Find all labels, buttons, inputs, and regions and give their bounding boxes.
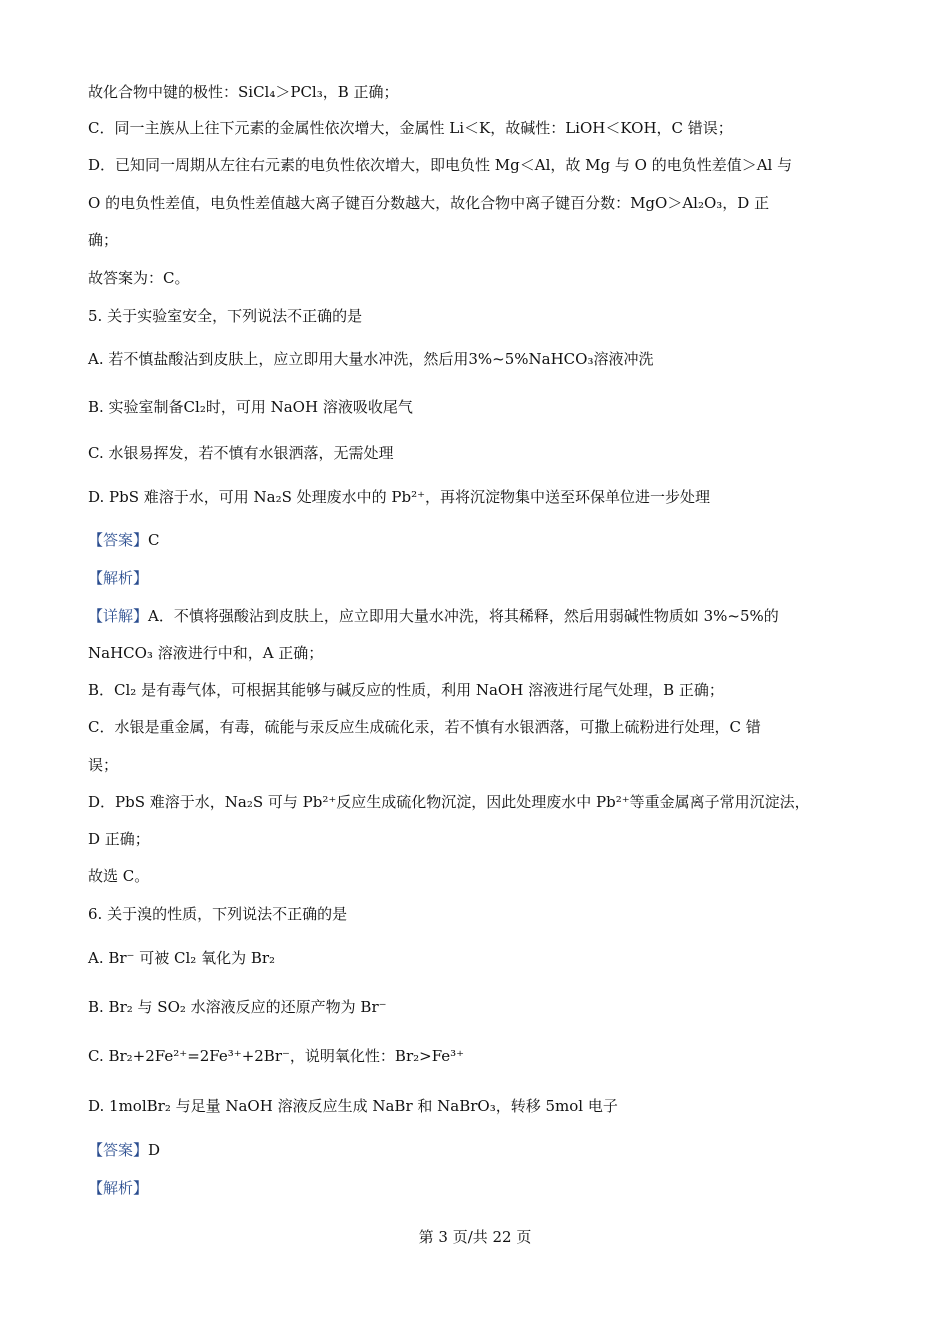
question-6-option-b: B. Br₂ 与 SO₂ 水溶液反应的还原产物为 Br⁻: [88, 998, 387, 1016]
analysis-tag: 【解析】: [88, 1179, 149, 1197]
question-6-option-a: A. Br⁻ 可被 Cl₂ 氧化为 Br₂: [88, 949, 276, 967]
question-5-option-a: A. 若不慎盐酸沾到皮肤上，应立即用大量水冲洗，然后用3%~5%NaHCO₃溶液冲洗: [88, 350, 654, 368]
text-line: C．同一主族从上往下元素的金属性依次增大，金属性 Li＜K，故碱性：LiOH＜KOH，C 错误；: [88, 119, 733, 137]
text-line: 确；: [88, 231, 119, 249]
detail-5-line: B．Cl₂ 是有毒气体，可根据其能够与碱反应的性质，利用 NaOH 溶液进行尾气处理，B 正确；: [88, 681, 724, 699]
text-line: O 的电负性差值，电负性差值越大离子键百分数越大，故化合物中离子键百分数：MgO＞Al₂O₃，D 正: [88, 194, 770, 212]
answer-tag: 【答案】: [88, 1141, 149, 1159]
detail-5-line: C．水银是重金属，有毒，硫能与汞反应生成硫化汞，若不慎有水银洒落，可撒上硫粉进行处理，C 错: [88, 718, 761, 736]
answer-tag: 【答案】: [88, 531, 149, 549]
text-line: D．已知同一周期从左往右元素的电负性依次增大，即电负性 Mg＜Al，故 Mg 与 O 的电负性差值＞Al 与: [88, 156, 793, 174]
answer-value: D: [148, 1141, 161, 1159]
detail-5-line: 故选 C。: [88, 867, 150, 885]
answer-value: C: [148, 531, 160, 549]
question-5-option-b: B. 实验室制备Cl₂时，可用 NaOH 溶液吸收尾气: [88, 398, 413, 416]
question-6-option-d: D. 1molBr₂ 与足量 NaOH 溶液反应生成 NaBr 和 NaBrO₃，转移 5mol 电子: [88, 1097, 618, 1115]
text-line: 故答案为：C。: [88, 269, 190, 287]
text-line: 故化合物中键的极性：SiCl₄＞PCl₃，B 正确；: [88, 83, 399, 101]
analysis-tag: 【解析】: [88, 569, 149, 587]
detail-5-line: NaHCO₃ 溶液进行中和，A 正确；: [88, 644, 324, 662]
page-footer: 第 3 页/共 22 页: [418, 1228, 532, 1246]
answer-6: [88, 1140, 160, 1160]
question-5-option-d: D. PbS 难溶于水，可用 Na₂S 处理废水中的 Pb²⁺，再将沉淀物集中送至环保单位进一步处理: [88, 488, 711, 506]
question-5-stem: 5. 关于实验室安全，下列说法不正确的是: [88, 307, 363, 325]
detail-tag: 【详解】: [88, 607, 149, 625]
detail-5-line: D．PbS 难溶于水，Na₂S 可与 Pb²⁺反应生成硫化物沉淀，因此处理废水中 Pb²⁺等重金属离子常用沉淀法，: [88, 793, 810, 811]
answer-5: [88, 530, 160, 550]
detail-5-line: [88, 606, 779, 626]
detail-5-line: 误；: [88, 756, 119, 774]
question-6-option-c: C. Br₂+2Fe²⁺=2Fe³⁺+2Br⁻，说明氧化性：Br₂>Fe³⁺: [88, 1047, 465, 1065]
question-5-option-c: C. 水银易挥发，若不慎有水银洒落，无需处理: [88, 444, 394, 462]
detail-5-line: D 正确；: [88, 830, 150, 848]
question-6-stem: 6. 关于溴的性质，下列说法不正确的是: [88, 905, 348, 923]
detail-text: A．不慎将强酸沾到皮肤上，应立即用大量水冲洗，将其稀释，然后用弱碱性物质如 3%~5%的: [148, 607, 779, 625]
